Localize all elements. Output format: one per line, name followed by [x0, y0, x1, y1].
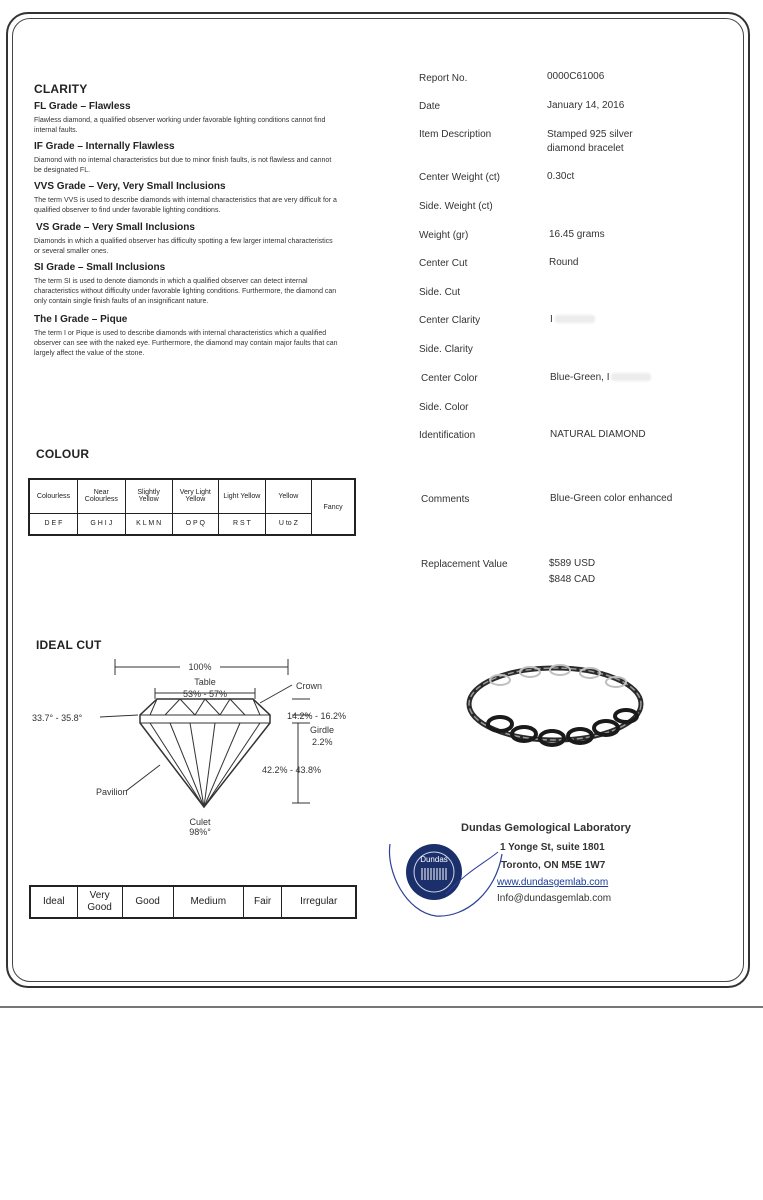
- colour-scale-range: O P Q: [172, 513, 219, 535]
- cut-grade-cell: Medium: [173, 886, 243, 918]
- diagram-pavilion-label: Pavilion: [96, 787, 128, 797]
- bracelet-photo: [460, 660, 650, 755]
- diagram-crown-height: 14.2% - 16.2%: [287, 711, 347, 721]
- diagram-culet-angle: 98%°: [189, 827, 211, 837]
- report-label: Center Clarity: [419, 315, 481, 326]
- colour-scale-name: Colourless: [29, 479, 77, 513]
- report-label: Center Cut: [419, 258, 468, 269]
- colour-scale-name: Yellow: [265, 479, 312, 513]
- diagram-total-label: 100%: [188, 662, 212, 672]
- lab-seal-stamp: [386, 832, 506, 922]
- report-value-wrap: [550, 372, 651, 383]
- report-value: 0.30ct: [547, 171, 575, 182]
- colour-heading: COLOUR: [36, 447, 90, 461]
- diagram-table-label: Table: [194, 677, 216, 687]
- diamond-proportions-diagram: [30, 655, 360, 845]
- colour-scale-table: [28, 478, 356, 536]
- lab-address-line2: Toronto, ON M5E 1W7: [501, 860, 606, 871]
- clarity-grade-desc: Diamonds in which a qualified observer has difficulty spotting a few larger internal characteristics or several smaller ones.: [34, 238, 333, 255]
- report-value: Blue-Green color enhanced: [550, 493, 673, 504]
- diagram-girdle-value: 2.2%: [312, 737, 333, 747]
- report-value-wrap: [550, 314, 595, 325]
- report-value: 16.45 grams: [549, 229, 605, 240]
- report-label: Side. Clarity: [419, 344, 473, 355]
- diagram-table-range: 53% - 57%: [182, 689, 228, 699]
- lab-address-line1: 1 Yonge St, suite 1801: [500, 842, 605, 853]
- report-label: Item Description: [419, 129, 492, 140]
- diagram-pavilion-depth: 42.2% - 43.8%: [262, 765, 322, 775]
- report-label: Date: [419, 101, 441, 112]
- report-value: $589 USD: [549, 558, 596, 569]
- diagram-crown-angle: 33.7° - 35.8°: [32, 713, 83, 723]
- cut-grade-cell: Very Good: [77, 886, 122, 918]
- report-value: January 14, 2016: [547, 100, 625, 111]
- cut-grade-table: [29, 885, 357, 919]
- report-label: Report No.: [419, 73, 468, 84]
- clarity-grade-desc: The term I or Pique is used to describe diamonds with internal characteristics which a qualified observer can see with the naked eye. Furthermore, the diamond may contain major faults that can largely affect the value of the stone.: [34, 330, 338, 357]
- report-label: Comments: [421, 494, 470, 505]
- report-label: Side. Cut: [419, 287, 461, 298]
- report-value: Stamped 925 silver diamond bracelet: [547, 129, 633, 154]
- report-label: Identification: [419, 430, 476, 441]
- report-value: I: [550, 314, 553, 325]
- replacement-value-cad: $848 CAD: [549, 574, 596, 585]
- seal-text: Dundas: [420, 855, 448, 864]
- colour-scale-range: G H I J: [77, 513, 125, 535]
- colour-scale-range: R S T: [219, 513, 266, 535]
- clarity-grade-desc: Flawless diamond, a qualified observer working under favorable lighting conditions cannot find internal faults.: [34, 117, 326, 134]
- redacted-value: [555, 315, 595, 323]
- cut-grade-cell: Fair: [243, 886, 282, 918]
- diagram-girdle-label: Girdle: [310, 725, 335, 735]
- report-label: Weight (gr): [419, 230, 469, 241]
- colour-scale-fancy: Fancy: [312, 479, 355, 535]
- report-label: Side. Color: [419, 402, 469, 413]
- colour-scale-name: Near Colourless: [77, 479, 125, 513]
- cut-grade-cell: Ideal: [30, 886, 77, 918]
- redacted-value: [611, 373, 651, 381]
- report-value: NATURAL DIAMOND: [550, 429, 646, 440]
- report-label: Center Weight (ct): [419, 172, 500, 183]
- lab-email: Info@dundasgemlab.com: [497, 893, 612, 904]
- report-label: Side. Weight (ct): [419, 201, 493, 212]
- clarity-heading: CLARITY: [34, 82, 88, 96]
- colour-scale-name: Light Yellow: [219, 479, 266, 513]
- cut-grade-cell: Good: [122, 886, 173, 918]
- ideal-cut-heading: IDEAL CUT: [36, 638, 102, 652]
- report-label: Replacement Value: [421, 559, 508, 570]
- clarity-grade-title: IF Grade – Internally Flawless: [34, 141, 175, 152]
- cut-grade-cell: Irregular: [282, 886, 356, 918]
- report-value: Blue-Green, I: [550, 372, 610, 383]
- clarity-grade-title: FL Grade – Flawless: [34, 101, 131, 112]
- clarity-grade-title: SI Grade – Small Inclusions: [34, 262, 166, 273]
- clarity-grade-title: The I Grade – Pique: [34, 314, 128, 325]
- colour-scale-range: D E F: [29, 513, 77, 535]
- lab-name: Dundas Gemological Laboratory: [461, 822, 631, 834]
- clarity-grade-desc: The term VVS is used to describe diamonds with internal characteristics that are very difficult for a qualified observer to find under favorable lighting conditions.: [34, 197, 337, 214]
- clarity-grade-desc: Diamond with no internal characteristics but due to minor finish faults, is not flawless and cannot be designated FL.: [34, 157, 332, 174]
- diagram-crown-label: Crown: [296, 681, 323, 691]
- clarity-grade-desc: The term SI is used to denote diamonds in which a qualified observer can detect internal characteristics without difficulty under favorable lighting conditions. Furthermore, the diamond can only contain single finish faults of an insignificant nature.: [34, 278, 337, 305]
- report-label: Center Color: [421, 373, 478, 384]
- report-value: 0000C61006: [547, 71, 605, 82]
- lab-website-link[interactable]: www.dundasgemlab.com: [497, 877, 609, 888]
- colour-scale-range: U to Z: [265, 513, 312, 535]
- clarity-grade-title: VS Grade – Very Small Inclusions: [36, 222, 195, 233]
- colour-scale-range: K L M N: [125, 513, 172, 535]
- report-value: Round: [549, 257, 579, 268]
- clarity-grade-title: VVS Grade – Very, Very Small Inclusions: [34, 181, 226, 192]
- colour-scale-name: Very Light Yellow: [172, 479, 219, 513]
- page-divider: [0, 1006, 763, 1008]
- diagram-culet-label: Culet: [189, 817, 211, 827]
- colour-scale-name: Slightly Yellow: [125, 479, 172, 513]
